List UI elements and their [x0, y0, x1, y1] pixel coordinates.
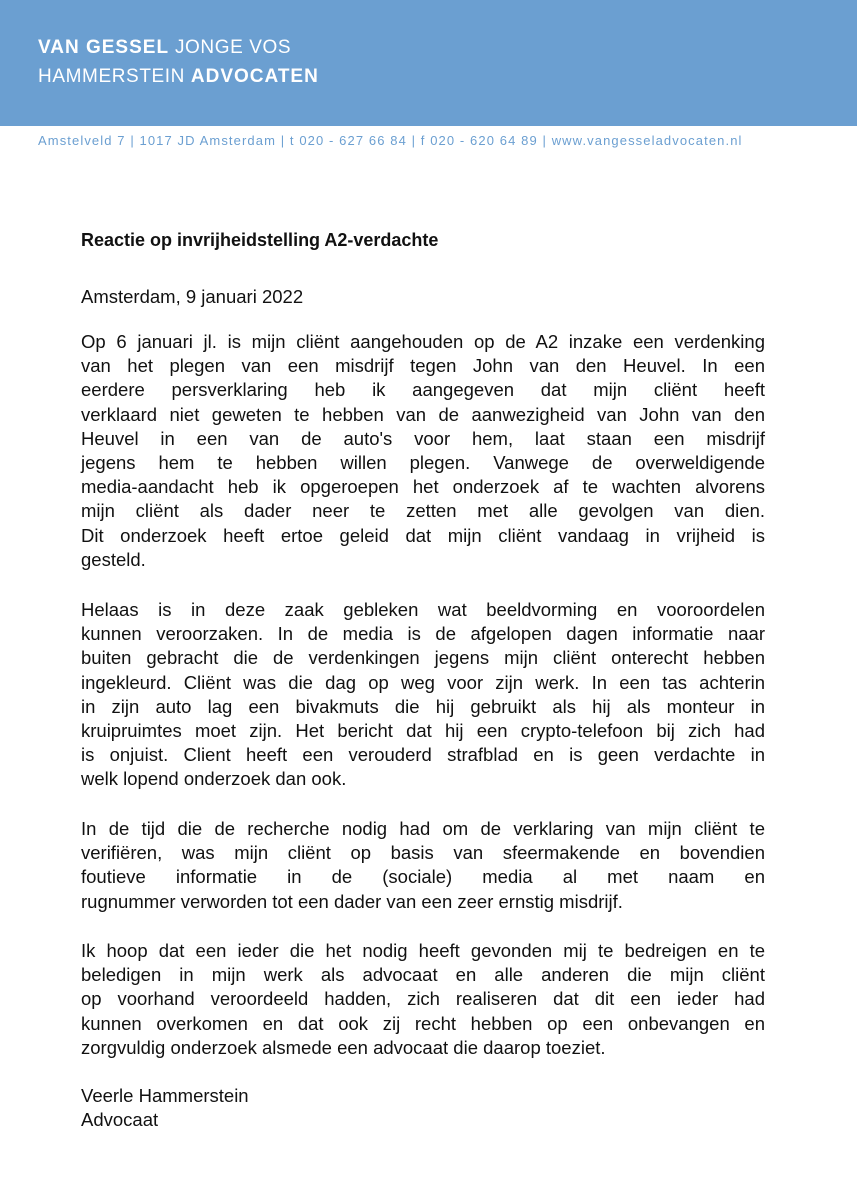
paragraph-line: rugnummer verworden tot een dader van een zeer ernstig misdrijf.	[81, 890, 623, 912]
paragraph-line: In de tijd die de recherche nodig had om de verklaring van mijn cliënt te	[81, 818, 765, 839]
firm-name-hammerstein: HAMMERSTEIN	[38, 66, 185, 87]
paragraph-line: ingekleurd. Cliënt was die dag op weg voor zijn werk. In een tas achterin	[81, 671, 765, 693]
firm-name-line-1	[38, 37, 291, 59]
paragraph-line: Op 6 januari jl. is mijn cliënt aangehouden op de A2 inzake een verdenking	[81, 331, 765, 352]
paragraph-line: is onjuist. Client heeft een verouderd strafblad en is geen verdachte in	[81, 744, 765, 766]
signatory-role: Advocaat	[81, 1109, 159, 1131]
document-title: Reactie op invrijheidstelling A2-verdachte	[81, 230, 439, 250]
paragraph-line: foutieve informatie in de (sociale) media al met naam en	[81, 866, 765, 888]
paragraph-4	[81, 939, 765, 1060]
paragraph-line: in zijn auto lag een bivakmuts die hij gebruikt als hij als monteur in	[81, 695, 765, 717]
paragraph-line: welk lopend onderzoek dan ook.	[81, 768, 347, 790]
signatory-name: Veerle Hammerstein	[81, 1085, 249, 1106]
paragraph-2	[81, 598, 765, 792]
paragraph-line: kunnen overkomen en dat ook zij recht hebben op een onbevangen en	[81, 1012, 765, 1034]
paragraph-1	[81, 330, 765, 572]
document-date: Amsterdam, 9 januari 2022	[81, 286, 304, 307]
paragraph-line: mijn cliënt als dader neer te zetten met alle gevolgen van dien.	[81, 500, 765, 522]
paragraph-line: kruipruimtes moet zijn. Het bericht dat hij een crypto-telefoon bij zich had	[81, 720, 765, 742]
paragraph-line: Ik hoop dat een ieder die het nodig heeft gevonden mij te bedreigen en te	[81, 940, 765, 961]
paragraph-line: Heuvel in een van de auto's voor hem, laat staan een misdrijf	[81, 427, 765, 449]
paragraph-line: jegens hem te hebben willen plegen. Vanwege de overweldigende	[81, 452, 765, 474]
firm-name-advocaten: ADVOCATEN	[190, 66, 319, 87]
contact-details: Amstelveld 7 | 1017 JD Amsterdam | t 020 - 627 66 84 | f 020 - 620 64 89 | www.vangesseladvocaten.nl	[38, 133, 743, 148]
paragraph-3	[81, 817, 765, 914]
paragraph-line: kunnen veroorzaken. In de media is de afgelopen dagen informatie naar	[81, 623, 765, 645]
paragraph-line: gesteld.	[81, 548, 146, 570]
paragraph-line: beledigen in mijn werk als advocaat en alle anderen die mijn cliënt	[81, 964, 765, 986]
paragraph-line: zorgvuldig onderzoek alsmede een advocaat die daarop toeziet.	[81, 1036, 606, 1058]
paragraph-line: op voorhand veroordeeld hadden, zich realiseren dat dit een ieder had	[81, 988, 765, 1010]
firm-name-jonge-vos: JONGE VOS	[174, 37, 292, 58]
paragraph-line: buiten gebracht die de verdenkingen jegens mijn cliënt onterecht hebben	[81, 647, 765, 669]
paragraph-line: verifiëren, was mijn cliënt op basis van sfeermakende en bovendien	[81, 842, 765, 864]
paragraph-line: van het plegen van een misdrijf tegen John van den Heuvel. In een	[81, 355, 765, 377]
paragraph-line: eerdere persverklaring heb ik aangegeven dat mijn cliënt heeft	[81, 379, 765, 401]
paragraph-line: verklaard niet geweten te hebben van de aanwezigheid van John van den	[81, 403, 765, 425]
paragraph-line: Dit onderzoek heeft ertoe geleid dat mijn cliënt vandaag in vrijheid is	[81, 524, 765, 546]
firm-name-van-gessel: VAN GESSEL	[38, 37, 170, 58]
firm-name-line-2	[38, 66, 319, 88]
paragraph-line: Helaas is in deze zaak gebleken wat beeldvorming en vooroordelen	[81, 599, 765, 620]
letterhead-band	[0, 0, 857, 126]
paragraph-line: media-aandacht heb ik opgeroepen het onderzoek af te wachten alvorens	[81, 476, 765, 498]
signature-block	[81, 1084, 249, 1132]
